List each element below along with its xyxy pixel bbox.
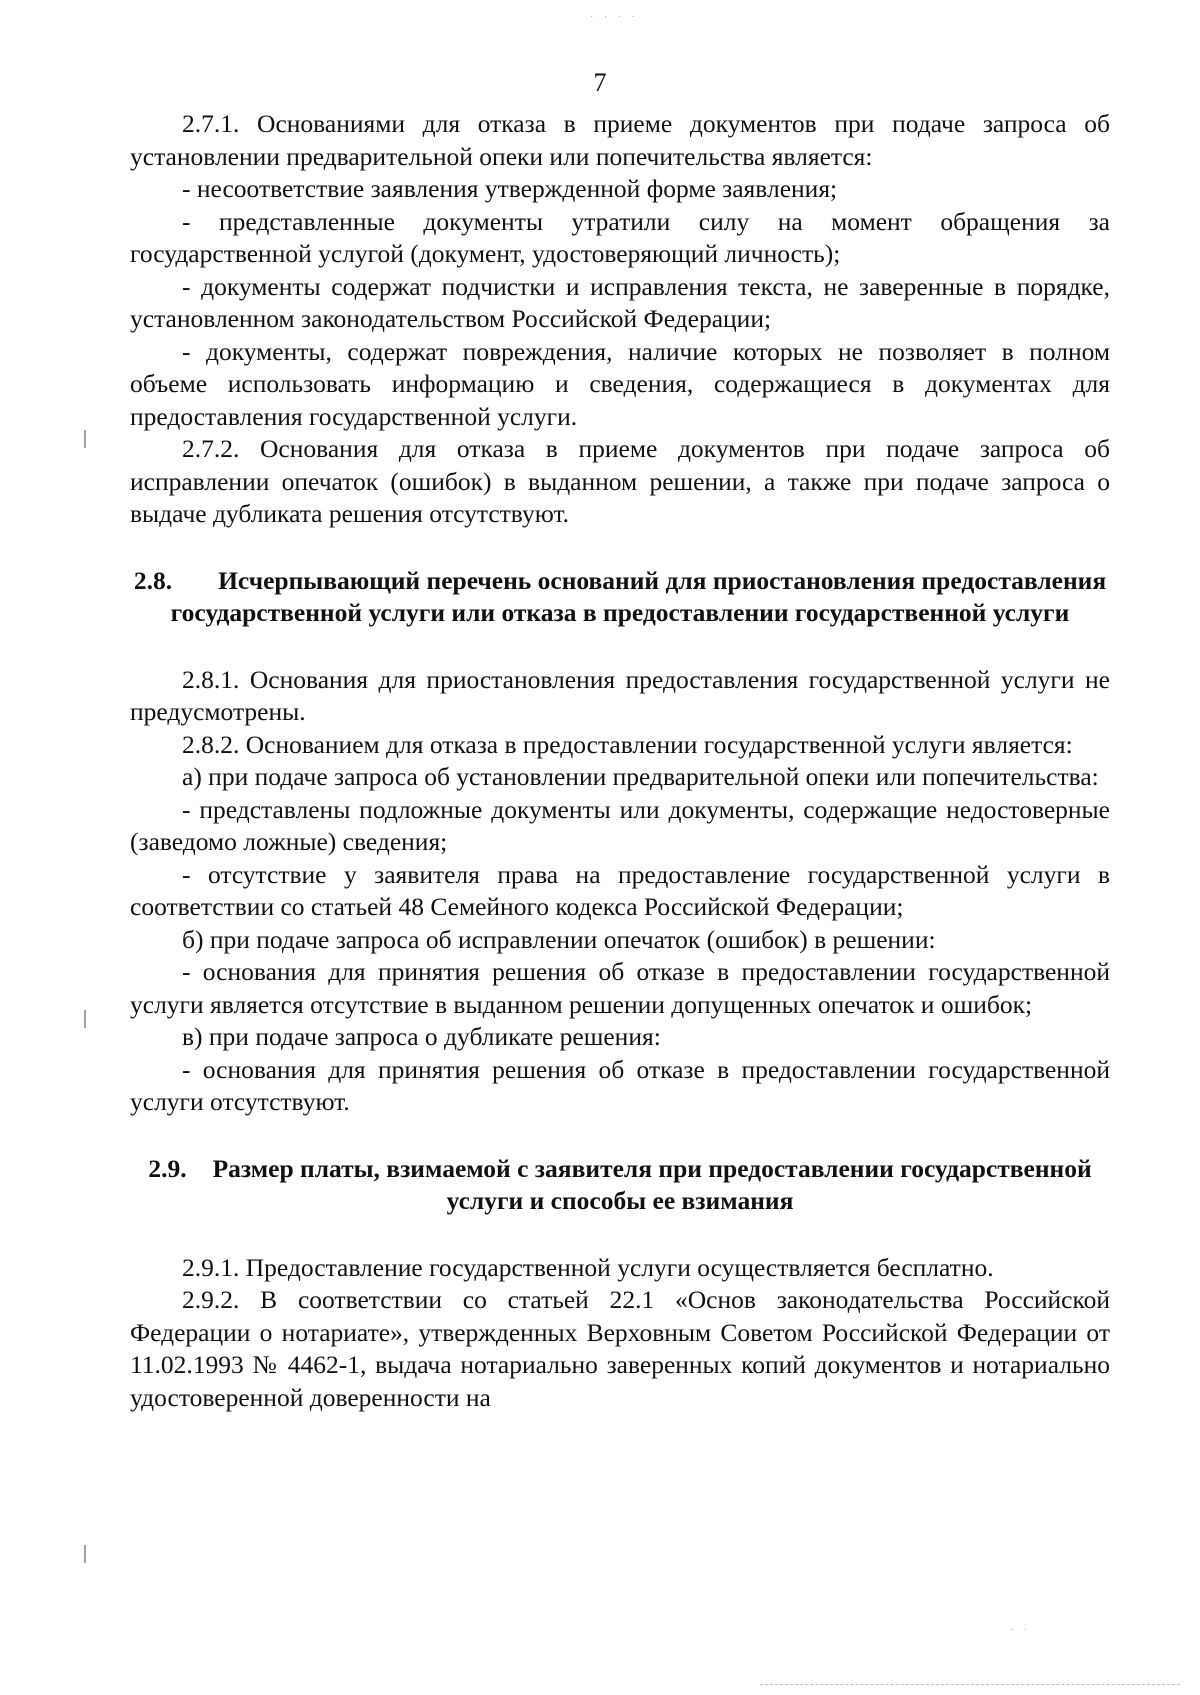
- page-number: 7: [593, 68, 607, 97]
- list-item: - представленные документы утратили силу на момент обращения за государственной услугой (документ, удостоверяющий личность);: [130, 206, 1110, 268]
- section-number: 2.9.: [148, 1153, 187, 1183]
- paragraph-2-7-2: 2.7.2. Основания для отказа в приеме документов при подаче запроса об исправлении опечаток (ошибок) в выданном решении, а также при подаче запроса о выдаче дубликата решения отсутствуют.: [130, 434, 1110, 528]
- paragraph-2-8-2: 2.8.2. Основанием для отказа в предоставлении государственной услуги является:: [182, 729, 1073, 759]
- section-heading-2-8: [130, 565, 1110, 630]
- list-item: в) при подаче запроса о дубликате решения:: [182, 1022, 661, 1051]
- scan-edge-line: [760, 1684, 1180, 1685]
- list-item: б) при подаче запроса об исправлении опечаток (ошибок) в решении:: [182, 924, 936, 954]
- paragraph-2-9-2: 2.9.2. В соответствии со статьей 22.1 «Основ законодательства Российской Федерации о нотариате», утвержденных Верховным Советом Российской Федерации от 11.02.1993 № 4462-1, выдача нотариально заверенных копий документов и нотариально удостоверенной доверенности на: [130, 1285, 1110, 1412]
- margin-mark: [84, 1545, 90, 1563]
- section-title: Исчерпывающий перечень оснований для приостановления предоставления государственной услуги или отказа в предоставлении государственной услуги: [170, 565, 1107, 627]
- list-item: а) при подаче запроса об установлении предварительной опеки или попечительства:: [182, 762, 1099, 791]
- section-number: 2.8.: [133, 565, 173, 595]
- list-item: - отсутствие у заявителя права на предоставление государственной услуги в соответствии со статьей 48 Семейного кодекса Российской Федерации;: [130, 859, 1110, 921]
- list-item: - несоответствие заявления утвержденной форме заявления;: [182, 174, 838, 203]
- list-item: - документы содержат подчистки и исправления текста, не заверенные в порядке, установленном законодательством Российской Федерации;: [130, 271, 1110, 333]
- paragraph-2-7-1: 2.7.1. Основаниями для отказа в приеме документов при подаче запроса об установлении предварительной опеки или попечительства является:: [130, 109, 1110, 171]
- list-item: - основания для принятия решения об отказе в предоставлении государственной услуги отсутствуют.: [130, 1054, 1110, 1116]
- list-item: - представлены подложные документы или документы, содержащие недостоверные (заведомо ложные) сведения;: [130, 794, 1110, 856]
- margin-mark: [84, 430, 90, 448]
- document-body: [130, 108, 1110, 1414]
- list-item: - основания для принятия решения об отказе в предоставлении государственной услуги является отсутствие в выданном решении допущенных опечаток и ошибок;: [130, 957, 1110, 1019]
- section-heading-2-9: [130, 1153, 1110, 1218]
- paragraph-2-9-1: 2.9.1. Предоставление государственной услуги осуществляется бесплатно.: [182, 1252, 994, 1282]
- scan-artifact: · ·: [1010, 1625, 1032, 1636]
- scan-artifact: · · · ·: [590, 12, 639, 23]
- margin-mark: [84, 1010, 90, 1028]
- list-item: - документы, содержат повреждения, наличие которых не позволяет в полном объеме использовать информацию и сведения, содержащиеся в документах для предоставления государственной услуги.: [130, 336, 1110, 431]
- paragraph-2-8-1: 2.8.1. Основания для приостановления предоставления государственной услуги не предусмотрены.: [130, 664, 1110, 726]
- section-title: Размер платы, взимаемой с заявителя при предоставлении государственной услуги и способы ее взимания: [212, 1153, 1092, 1215]
